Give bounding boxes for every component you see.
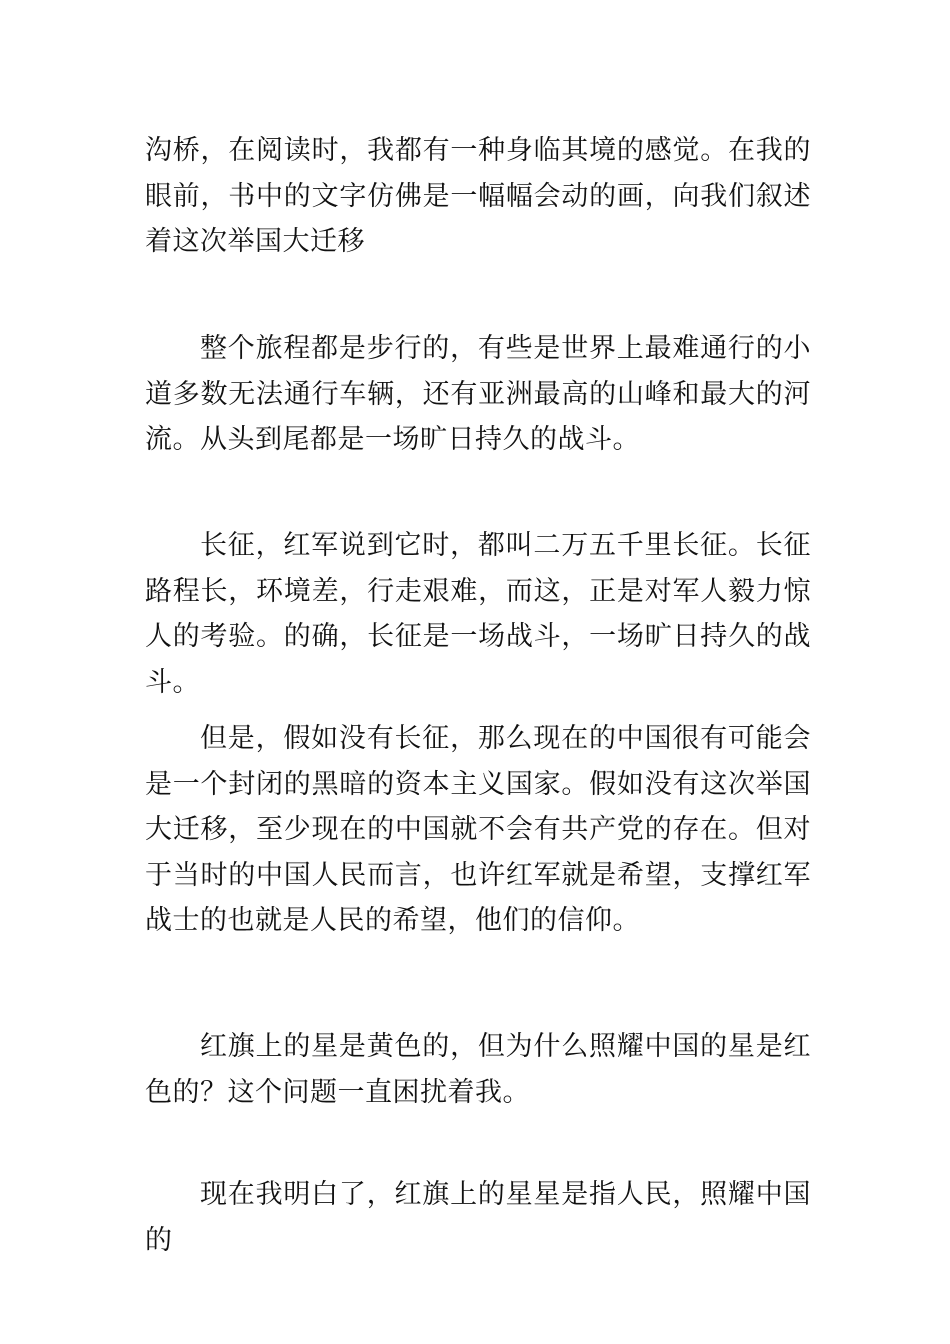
paragraph-5: 红旗上的星是黄色的，但为什么照耀中国的星是红色的？这个问题一直困扰着我。 — [145, 1031, 811, 1108]
paragraph-3: 长征，红军说到它时，都叫二万五千里长征。长征路程长，环境差，行走艰难，而这，正是对军人毅力惊人的考验。的确，长征是一场战斗，一场旷日持久的战斗。 — [145, 530, 811, 698]
paragraph-1: 沟桥，在阅读时，我都有一种身临其境的感觉。在我的眼前，书中的文字仿佛是一幅幅会动的画，向我们叙述着这次举国大迁移 — [145, 135, 811, 257]
paragraph-6: 现在我明白了，红旗上的星星是指人民，照耀中国的 — [145, 1179, 811, 1256]
paragraph-4: 但是，假如没有长征，那么现在的中国很有可能会是一个封闭的黑暗的资本主义国家。假如没有这次举国大迁移，至少现在的中国就不会有共产党的存在。但对于当时的中国人民而言，也许红军就是希望，支撑红军战士的也就是人民的希望，他们的信仰。 — [145, 723, 811, 936]
paragraph-2: 整个旅程都是步行的，有些是世界上最难通行的小道多数无法通行车辆，还有亚洲最高的山峰和最大的河流。从头到尾都是一场旷日持久的战斗。 — [145, 333, 811, 455]
